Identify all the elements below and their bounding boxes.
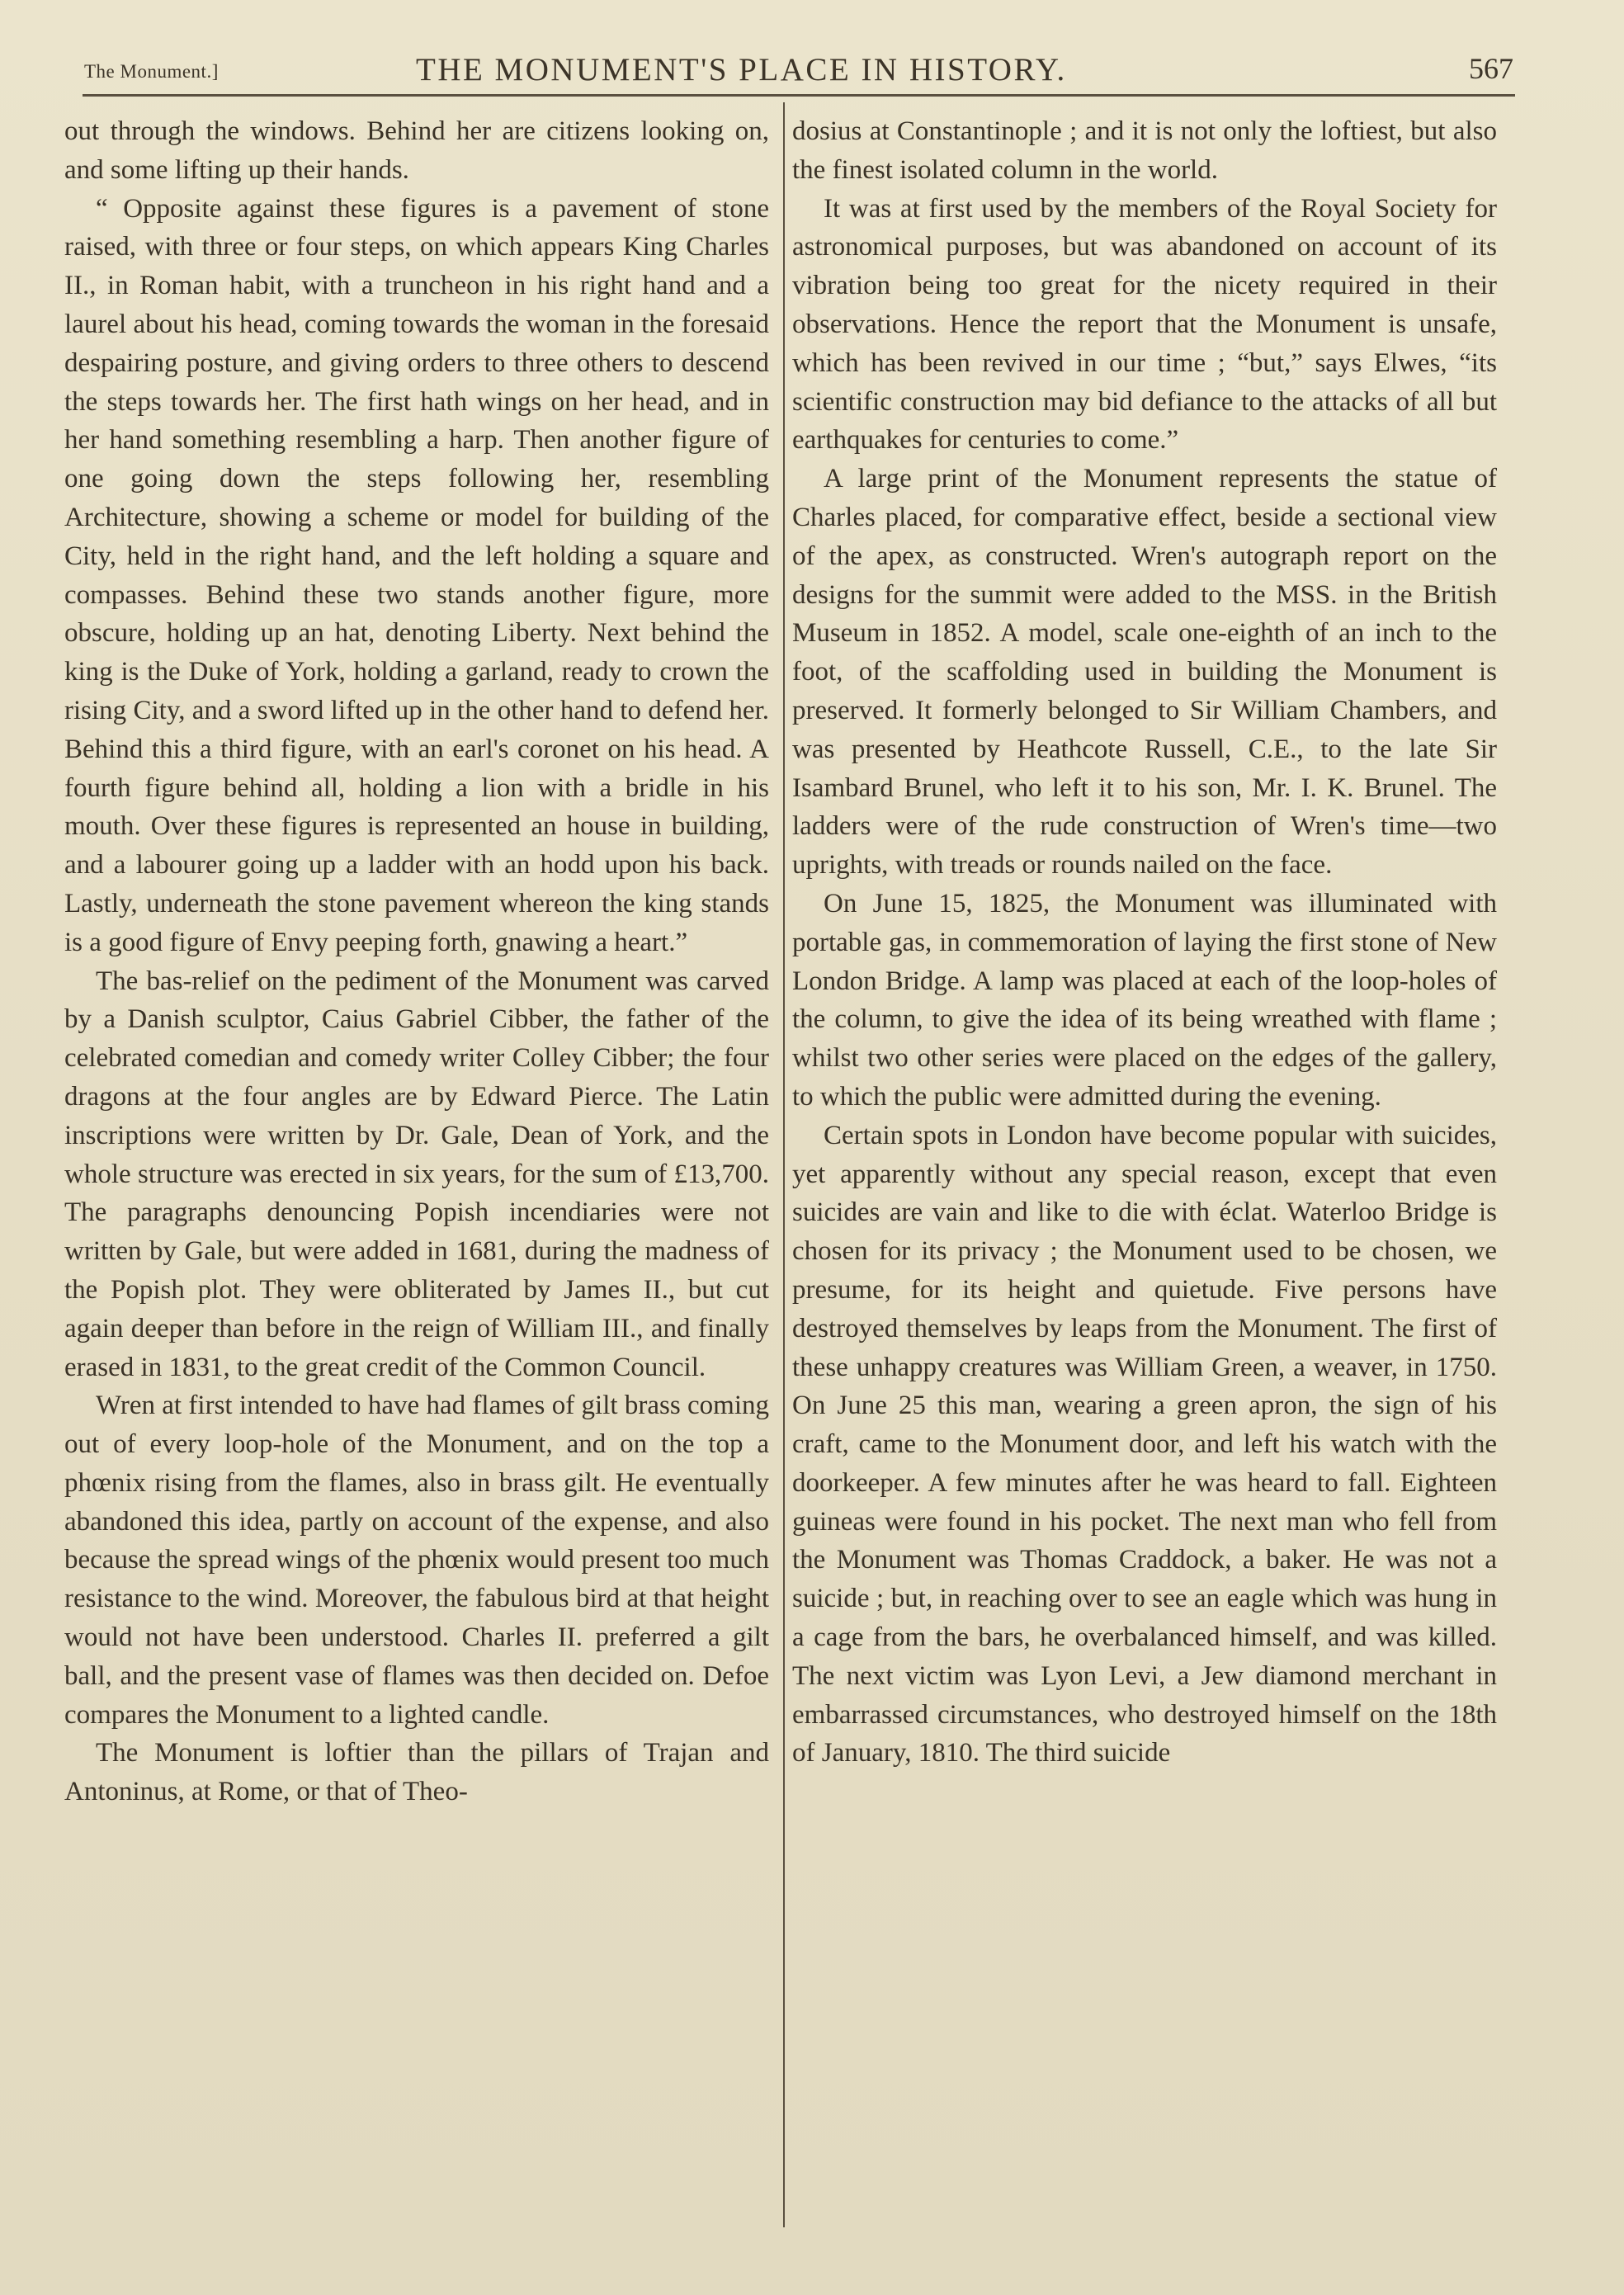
paragraph: “ Opposite against these figures is a pavement of stone raised, with three or four steps, on which appears King Charles II., in Roman habit, with a truncheon in his right hand and a laurel about his head, coming towards the woman in the foresaid despairing posture, and giving orders to three others to descend the steps towards her. The first hath wings on her head, and in her hand something resembling a harp. Then another figure of one going down the steps following her, resembling Architecture, showing a scheme or model for building of the City, held in the right hand, and the left holding a square and compasses. Behind these two stands another figure, more obscure, holding up an hat, denoting Liberty. Next behind the king is the Duke of York, holding a garland, ready to crown the rising City, and a sword lifted up in the other hand to defend her. Behind this a third figure, with an earl's coronet on his head. A fourth figure behind all, holding a lion with a bridle in his mouth. Over these figures is represented an house in building, and a labourer going up a ladder with an hodd upon his back. Lastly, underneath the stone pavement whereon the king stands is a good figure of Envy peeping forth, gnawing a heart.” [64, 193, 769, 957]
paragraph: out through the windows. Behind her are citizens looking on, and some lifting up their hands. [64, 116, 769, 185]
paragraph: On June 15, 1825, the Monument was illuminated with portable gas, in commemoration of laying the first stone of New London Bridge. A lamp was placed at each of the loop-holes of the column, to give the idea of its being wreathed with flame ; whilst two other series were placed on the edges of the gallery, to which the public were admitted during the evening. [792, 888, 1497, 1112]
paragraph: Certain spots in London have become popular with suicides, yet apparently without any special reason, except that even suicides are vain and like to die with éclat. Waterloo Bridge is chosen for its privacy ; the Monument used to be chosen, we presume, for its height and quietude. Five persons have destroyed themselves by leaps from the Monument. The first of these unhappy creatures was William Green, a weaver, in 1750. On June 25 this man, wearing a green apron, the sign of his craft, came to the Monument door, and left his watch with the doorkeeper. A few minutes after he was heard to fall. Eighteen guineas were found in his pocket. The next man who fell from the Monument was Thomas Craddock, a baker. He was not a suicide ; but, in reaching over to see an eagle which was hung in a cage from the bars, he overbalanced himself, and was killed. The next victim was Lyon Levi, a Jew diamond merchant in embarrassed circumstances, who destroyed himself on the 18th of January, 1810. The third suicide [792, 1120, 1497, 1768]
page-header [83, 51, 1515, 89]
page-number: 567 [1469, 52, 1513, 85]
paragraph: Wren at first intended to have had flames of gilt brass coming out of every loop-hole of the Monument, and on the top a phœnix rising from the flames, also in brass gilt. He eventually abandoned this idea, partly on account of the expense, and also because the spread wings of the phœnix would present too much resistance to the wind. Moreover, the fabulous bird at that height would not have been understood. Charles II. preferred a gilt ball, and the present vase of flames was then decided on. Defoe compares the Monument to a lighted candle. [64, 1391, 769, 1730]
paragraph: A large print of the Monument represents the statue of Charles placed, for comparative effect, beside a sectional view of the apex, as constructed. Wren's autograph report on the designs for the summit were added to the MSS. in the British Museum in 1852. A model, scale one-eighth of an inch to the foot, of the scaffolding used in building the Monument is preserved. It formerly belonged to Sir William Chambers, and was presented by Heathcote Russell, C.E., to the late Sir Isambard Brunel, who left it to his son, Mr. I. K. Brunel. The ladders were of the rude construction of Wren's time—two uprights, with treads or rounds nailed on the face. [792, 464, 1497, 881]
paragraph: The Monument is loftier than the pillars of Trajan and Antoninus, at Rome, or that of Theo- [64, 1738, 769, 1807]
paragraph: dosius at Constantinople ; and it is not only the loftiest, but also the finest isolated column in the world. [792, 116, 1497, 185]
paragraph: The bas-relief on the pediment of the Monument was carved by a Danish sculptor, Caius Gabriel Cibber, the father of the celebrated comedian and comedy writer Colley Cibber; the four dragons at the four angles are by Edward Pierce. The Latin inscriptions were written by Dr. Gale, Dean of York, and the whole structure was erected in six years, for the sum of £13,700. The paragraphs denouncing Popish incendiaries were not written by Gale, but were added in 1681, during the madness of the Popish plot. They were obliterated by James II., but cut again deeper than before in the reign of William III., and finally erased in 1831, to the great credit of the Common Council. [64, 966, 769, 1382]
paragraph: It was at first used by the members of the Royal Society for astronomical purposes, but was abandoned on account of its vibration being too great for the nicety required in their observations. Hence the report that the Monument is unsafe, which has been revived in our time ; “but,” says Elwes, “its scientific construction may bid defiance to the attacks of all but earthquakes for centuries to come.” [792, 193, 1497, 456]
page-title: THE MONUMENT'S PLACE IN HISTORY. [416, 52, 1067, 87]
running-head: The Monument.] [84, 61, 219, 82]
column-divider [783, 102, 785, 2227]
left-column [64, 112, 769, 1811]
right-column [792, 112, 1497, 1773]
header-rule [83, 94, 1515, 97]
